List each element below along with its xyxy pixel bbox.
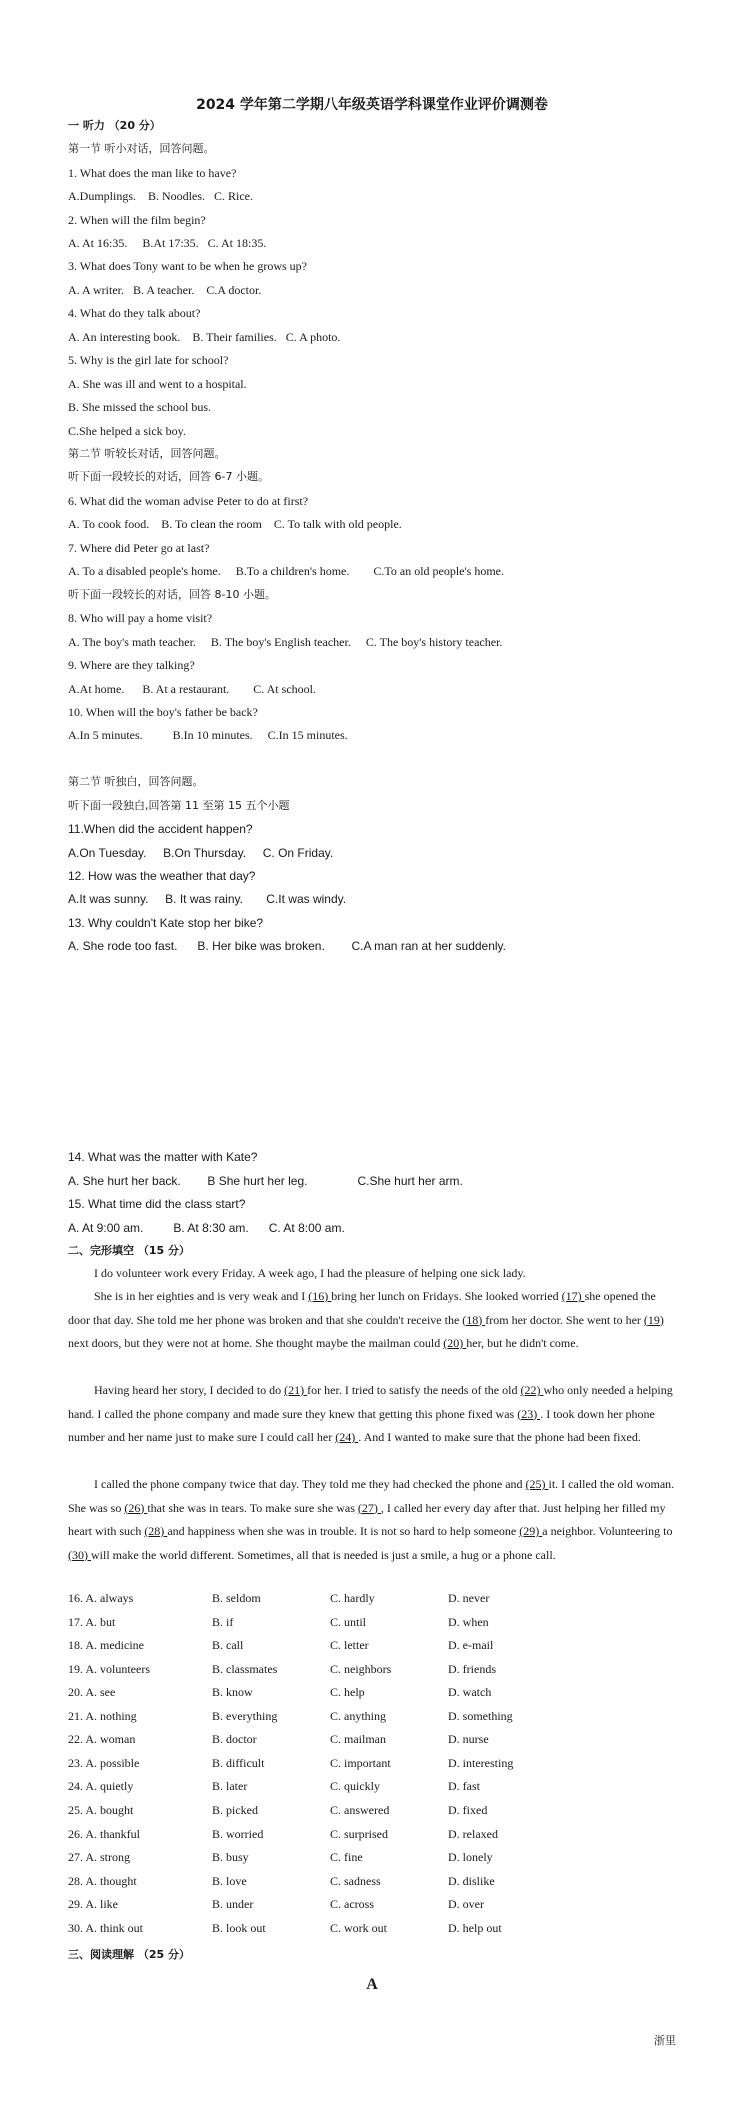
cloze-option: D. fixed [448,1803,488,1817]
question-7: 7. Where did Peter go at last? [68,541,210,555]
cloze-option: B. under [212,1897,254,1912]
blank-16: (16) [308,1289,332,1303]
cloze-option: C. quickly [330,1779,380,1794]
cloze-option: C. important [330,1755,391,1770]
question-1-options: A.Dumplings. B. Noodles. C. Rice. [68,189,253,203]
blank-25: (25) [525,1477,549,1491]
cloze-option: D. friends [448,1661,496,1676]
question-8-options: A. The boy's math teacher. B. The boy's English teacher. C. The boy's history teacher. [68,635,503,649]
cloze-option: B. everything [212,1708,278,1723]
cloze-option: B. picked [212,1803,258,1817]
cloze-option: B. call [212,1638,244,1653]
cloze-option: B. doctor [212,1732,257,1747]
cloze-paragraph-2: She is in her eighties and is very weak and I (16) bring her lunch on Fridays. She looked worried (17) she opened the door that day. She told me her phone was broken and that she couldn't receive the (18) from her doctor. She went to her (19) next doors, but they were not at home. She thought maybe the mailman could (20) her, but he didn't come. [68,1289,664,1350]
cloze-paragraph-3: Having heard her story, I decided to do (21) for her. I tried to satisfy the needs of the old (22) who only needed a helping hand. I called the phone company and made sure they knew that getting this phone fixed was (23) . I took down her phone number and her name just to make sure I could call her (24) . And I wanted to make sure that the phone had been fixed. [68,1383,673,1444]
question-5-option-c: C.She helped a sick boy. [68,424,186,438]
cloze-option: 18. A. medicine [68,1638,144,1653]
blank-21: (21) [284,1383,308,1397]
question-3: 3. What does Tony want to be when he grows up? [68,259,308,273]
cloze-option: B. classmates [212,1661,278,1676]
cloze-option: 26. A. thankful [68,1826,140,1841]
cloze-option: D. nurse [448,1732,489,1747]
part1-header: 第一节 听小对话，回答问题。 [68,142,215,155]
question-4: 4. What do they talk about? [68,306,201,320]
cloze-option: B. if [212,1614,234,1629]
cloze-option: B. look out [212,1920,266,1935]
part2-instruction-1: 听下面一段较长的对话，回答 6-7 小题。 [68,470,269,483]
question-5-option-a: A. She was ill and went to a hospital. [68,377,247,391]
cloze-option: C. neighbors [330,1661,392,1676]
cloze-option: C. surprised [330,1826,388,1841]
cloze-paragraph-1 [68,1262,678,1286]
cloze-option: C. work out [330,1920,387,1935]
blank-24: (24) [335,1430,359,1444]
cloze-option: D. watch [448,1685,492,1700]
blank-30: (30) [68,1547,91,1562]
blank-28: (28) [144,1524,168,1538]
cloze-option: C. across [330,1897,374,1912]
question-14-options: A. She hurt her back. B She hurt her leg. C.She hurt her arm. [68,1174,463,1188]
cloze-option: D. help out [448,1920,502,1935]
cloze-option: D. over [448,1897,484,1912]
cloze-option: C. hardly [330,1591,375,1605]
cloze-option: 23. A. possible [68,1755,140,1770]
cloze-option: B. difficult [212,1755,265,1770]
question-12: 12. How was the weather that day? [68,869,256,883]
question-3-options: A. A writer. B. A teacher. C.A doctor. [68,283,262,297]
section1-header: 一 听力 （20 分） [68,119,161,132]
question-4-options: A. An interesting book. B. Their families. C. A photo. [68,330,341,344]
cloze-option: C. help [330,1685,365,1700]
cloze-option: 19. A. volunteers [68,1661,150,1676]
cloze-option: D. relaxed [448,1826,498,1841]
cloze-option: 28. A. thought [68,1873,137,1888]
question-5: 5. Why is the girl late for school? [68,353,229,367]
question-1: 1. What does the man like to have? [68,166,237,180]
blank-26: (26) [124,1500,148,1515]
cloze-option: C. anything [330,1708,386,1723]
question-10: 10. When will the boy's father be back? [68,705,258,719]
question-13-options: A. She rode too fast. B. Her bike was broken. C.A man ran at her suddenly. [68,939,506,953]
cloze-option: B. busy [212,1850,249,1864]
blank-19: (19) [643,1312,664,1327]
cloze-option: D. lonely [448,1850,493,1864]
cloze-option: C. letter [330,1638,369,1653]
blank-22: (22) [520,1383,544,1397]
question-14: 14. What was the matter with Kate? [68,1150,258,1164]
cloze-option: 21. A. nothing [68,1708,137,1723]
part2-header: 第二节 听较长对话，回答问题。 [68,447,226,460]
question-11: 11.When did the accident happen? [68,822,253,836]
blank-29: (29) [519,1524,543,1538]
question-8: 8. Who will pay a home visit? [68,611,213,625]
cloze-option: D. never [448,1591,490,1605]
question-2-options: A. At 16:35. B.At 17:35. C. At 18:35. [68,236,267,250]
blank-23: (23) [517,1406,541,1421]
cloze-option: 16. A. always [68,1591,134,1605]
cloze-option: D. fast [448,1779,480,1794]
page-title: 2024 学年第二学期八年级英语学科课堂作业评价调测卷 [196,97,548,113]
cloze-option: C. fine [330,1850,363,1864]
cloze-option: D. e-mail [448,1638,494,1653]
cloze-option: C. answered [330,1803,390,1817]
cloze-option: D. dislike [448,1873,495,1888]
cloze-option: B. later [212,1779,248,1794]
question-6-options: A. To cook food. B. To clean the room C. To talk with old people. [68,517,402,531]
cloze-option: D. interesting [448,1755,514,1770]
blank-18: (18) [462,1312,486,1327]
question-9-options: A.At home. B. At a restaurant. C. At school. [68,682,316,696]
cloze-option: 17. A. but [68,1614,116,1629]
footer-mark: 浙里 [654,2034,676,2047]
part3-instruction: 听下面一段独白,回答第 11 至第 15 五个小题 [68,799,290,812]
question-5-option-b: B. She missed the school bus. [68,400,211,414]
question-2: 2. When will the film begin? [68,213,206,227]
question-7-options: A. To a disabled people's home. B.To a children's home. C.To an old people's home. [68,564,505,578]
question-9: 9. Where are they talking? [68,658,195,672]
part3-header: 第二节 听独白，回答问题。 [68,775,204,788]
cloze-option: C. sadness [330,1873,381,1888]
cloze-option: 25. A. bought [68,1803,134,1817]
cloze-option: B. know [212,1685,253,1700]
cloze-option: B. worried [212,1826,264,1841]
question-13: 13. Why couldn't Kate stop her bike? [68,916,264,930]
question-15-options: A. At 9:00 am. B. At 8:30 am. C. At 8:00 am. [68,1221,345,1235]
question-15: 15. What time did the class start? [68,1197,246,1211]
blank-20: (20) [443,1336,467,1350]
question-6: 6. What did the woman advise Peter to do at first? [68,494,309,508]
cloze-option: 22. A. woman [68,1732,136,1747]
cloze-option: C. until [330,1614,367,1629]
cloze-text: I do volunteer work every Friday. A week ago, I had the pleasure of helping one sick lady. [94,1266,526,1280]
section3-header: 三、阅读理解 （25 分） [68,1948,190,1961]
cloze-option: B. love [212,1873,247,1888]
blank-27: (27) [357,1500,381,1515]
cloze-option: D. when [448,1614,489,1629]
cloze-option: B. seldom [212,1591,261,1605]
cloze-option: 29. A. like [68,1897,118,1912]
cloze-option: 20. A. see [68,1685,116,1700]
cloze-option: 30. A. think out [68,1920,144,1935]
cloze-paragraph-4: I called the phone company twice that day. They told me they had checked the phone and (25) it. I called the old woman. She was so (26) that she was in tears. To make sure she was (27) , I called her every day after that. Just helping her filled my heart with such (28) and happiness when she was in trouble. It is not so hard to help someone (29) a neighbor. Volunteering to (30) will make the world different. Sometimes, all that is needed is just a smile, a hug or a phone call. [68,1477,675,1562]
question-12-options: A.It was sunny. B. It was rainy. C.It was windy. [68,892,347,906]
question-10-options: A.In 5 minutes. B.In 10 minutes. C.In 15 minutes. [68,728,348,742]
passage-letter: A [366,1976,378,1993]
cloze-option: C. mailman [330,1732,386,1747]
blank-17: (17) [561,1289,585,1303]
section2-header: 二、完形填空 （15 分） [68,1244,190,1257]
part2-instruction-2: 听下面一段较长的对话，回答 8-10 小题。 [68,588,276,601]
cloze-option: 27. A. strong [68,1850,131,1864]
cloze-option: 24. A. quietly [68,1779,134,1794]
cloze-option: D. something [448,1708,513,1723]
question-11-options: A.On Tuesday. B.On Thursday. C. On Friday. [68,846,334,860]
